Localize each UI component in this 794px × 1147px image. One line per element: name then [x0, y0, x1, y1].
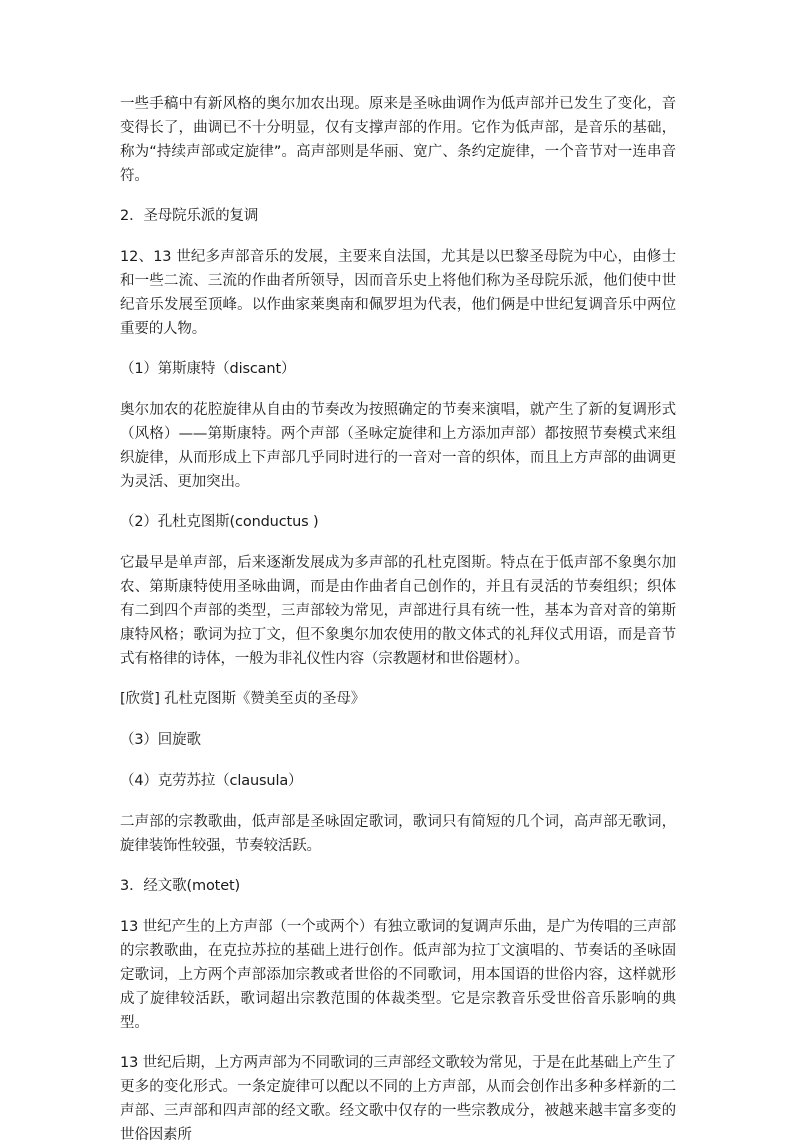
heading-clausula: （4）克劳苏拉（clausula） — [120, 773, 303, 789]
document-body — [120, 92, 676, 1143]
paragraph-motet: 13 世纪产生的上方声部（一个或两个）有独立歌词的复调声乐曲，是广为传唱的三声部的宗教歌曲，在克拉苏拉的基础上进行创作。低声部为拉丁文演唱的、节奏话的圣咏固定歌词，上方两个声部添加宗教或者世俗的不同歌词，用本国语的世俗内容，这样就形成了旋律较活跃，歌词超出宗教范围的体裁类型。它是宗教音乐受世俗音乐影响的典型。 — [120, 919, 676, 1031]
heading-discant: （1）第斯康特（discant） — [120, 361, 296, 377]
paragraph-notre-dame-school: 12、13 世纪多声部音乐的发展，主要来自法国，尤其是以巴黎圣母院为中心，由修士和一些二流、三流的作曲者所领导，因而音乐史上将他们称为圣母院乐派，他们使中世纪音乐发展至顶峰。以作曲家莱奥南和佩罗坦为代表，他们俩是中世纪复调音乐中两位重要的人物。 — [120, 249, 676, 337]
listening-example: [欣赏] 孔杜克图斯《赞美至贞的圣母》 — [120, 691, 366, 707]
paragraph-organum-style: 一些手稿中有新风格的奥尔加农出现。原来是圣咏曲调作为低声部并已发生了变化，音变得长了，曲调已不十分明显，仅有支撑声部的作用。它作为低声部，是音乐的基础，称为“持续声部或定旋律”。高声部则是华丽、宽广、条约定旋律，一个音节对一连串音符。 — [120, 96, 676, 184]
heading-motet: 3．经文歌(motet) — [120, 878, 241, 894]
paragraph-clip — [120, 1051, 676, 1143]
paragraph-conductus: 它最早是单声部，后来逐渐发展成为多声部的孔杜克图斯。特点在于低声部不象奥尔加农、第斯康特使用圣咏曲调，而是由作曲者自己创作的，并且有灵活的节奏组织；织体有二到四个声部的类型，三声部较为常见，声部进行具有统一性，基本为音对音的第斯康特风格；歌词为拉丁文，但不象奥尔加农使用的散文体式的礼拜仪式用语，而是音节式有格律的诗体，一般为非礼仪性内容（宗教题材和世俗题材）。 — [120, 555, 676, 667]
paragraph-clausula: 二声部的宗教歌曲，低声部是圣咏固定歌词，歌词只有简短的几个词，高声部无歌词，旋律装饰性较强，节奏较活跃。 — [120, 814, 676, 854]
heading-notre-dame-school: 2．圣母院乐派的复调 — [120, 208, 259, 224]
paragraph-discant: 奥尔加农的花腔旋律从自由的节奏改为按照确定的节奏来演唱，就产生了新的复调形式（风格）——第斯康特。两个声部（圣咏定旋律和上方添加声部）都按照节奏模式来组织旋律，从而形成上下声部几乎同时进行的一音对一音的织体，而且上方声部的曲调更为灵活、更加突出。 — [120, 402, 676, 490]
heading-conductus: （2）孔杜克图斯(conductus ) — [120, 514, 319, 530]
heading-rondellus: （3）回旋歌 — [120, 732, 201, 748]
paragraph-late-13th-century: 13 世纪后期，上方两声部为不同歌词的三声部经文歌较为常见，于是在此基础上产生了更多的变化形式。一条定旋律可以配以不同的上方声部，从而会创作出多种多样新的二声部、三声部和四声部的经文歌。经文歌中仅存的一些宗教成分，被越来越丰富多变的世俗因素所 — [120, 1055, 676, 1143]
